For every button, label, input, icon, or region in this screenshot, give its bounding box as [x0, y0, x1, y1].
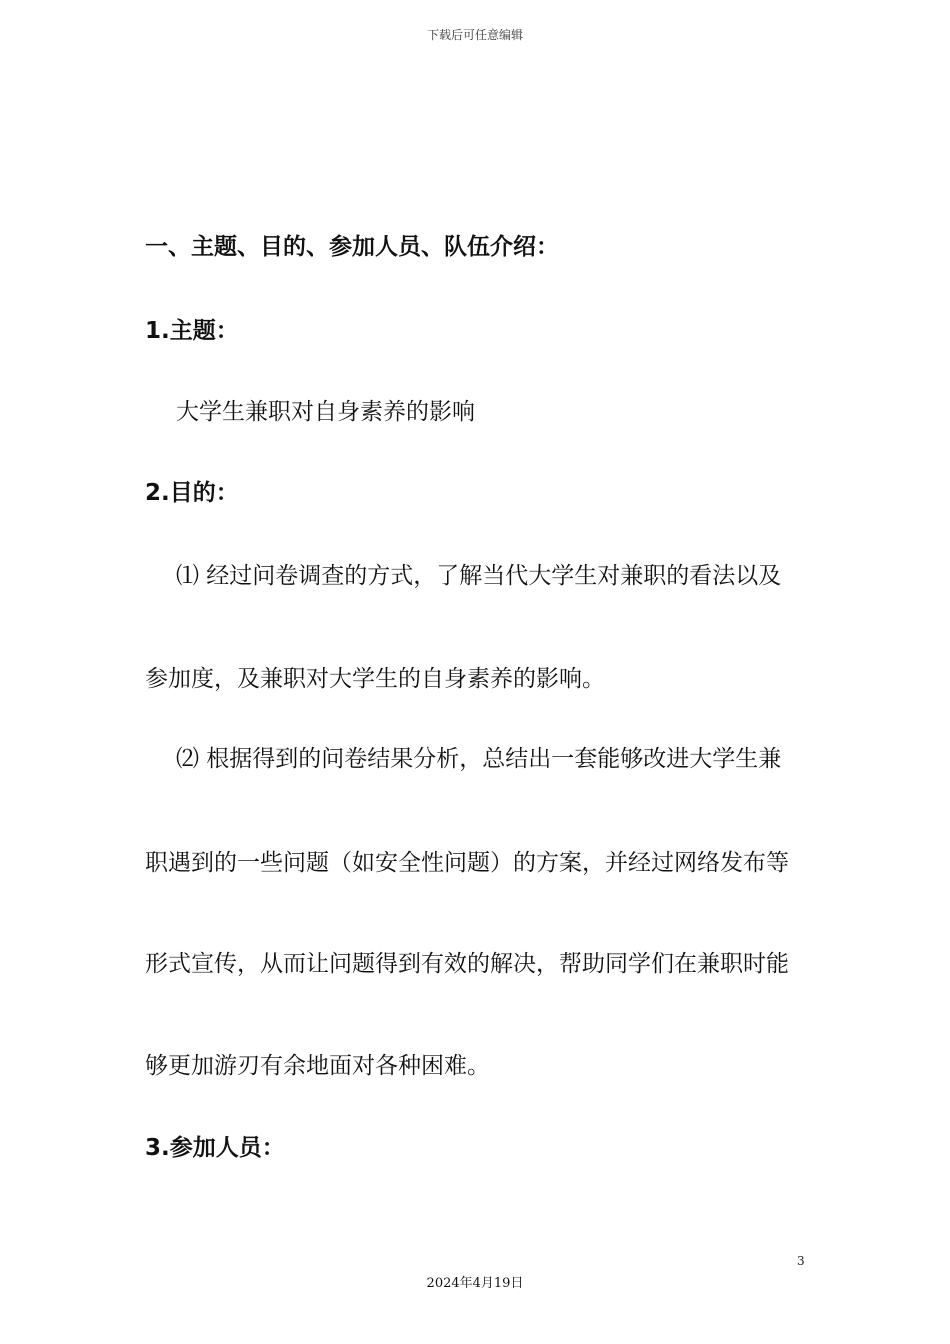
theme-content: 大学生兼职对自身素养的影响 [176, 399, 475, 425]
section-heading: 一、主题、目的、参加人员、队伍介绍： [145, 234, 559, 260]
purpose-item2-line3: 形式宣传，从而让问题得到有效的解决，帮助同学们在兼职时能 [145, 951, 789, 977]
page-date: 2024年4月19日 [426, 1276, 524, 1291]
purpose-item1-line1: ⑴ 经过问卷调查的方式，了解当代大学生对兼职的看法以及 [176, 563, 782, 589]
theme-heading: 1.主题： [145, 318, 239, 344]
purpose-item2-line4: 够更加游刃有余地面对各种困难。 [145, 1053, 490, 1079]
purpose-item1-line2: 参加度，及兼职对大学生的自身素养的影响。 [145, 666, 605, 692]
page-number: 3 [797, 1254, 805, 1268]
purpose-item2-line1: ⑵ 根据得到的问卷结果分析，总结出一套能够改进大学生兼 [176, 746, 782, 772]
page-header: 下载后可任意编辑 [426, 28, 523, 42]
participants-heading: 3.参加人员： [145, 1135, 285, 1161]
purpose-item2-line2: 职遇到的一些问题（如安全性问题）的方案，并经过网络发布等 [145, 850, 789, 876]
purpose-heading: 2.目的： [145, 480, 239, 506]
